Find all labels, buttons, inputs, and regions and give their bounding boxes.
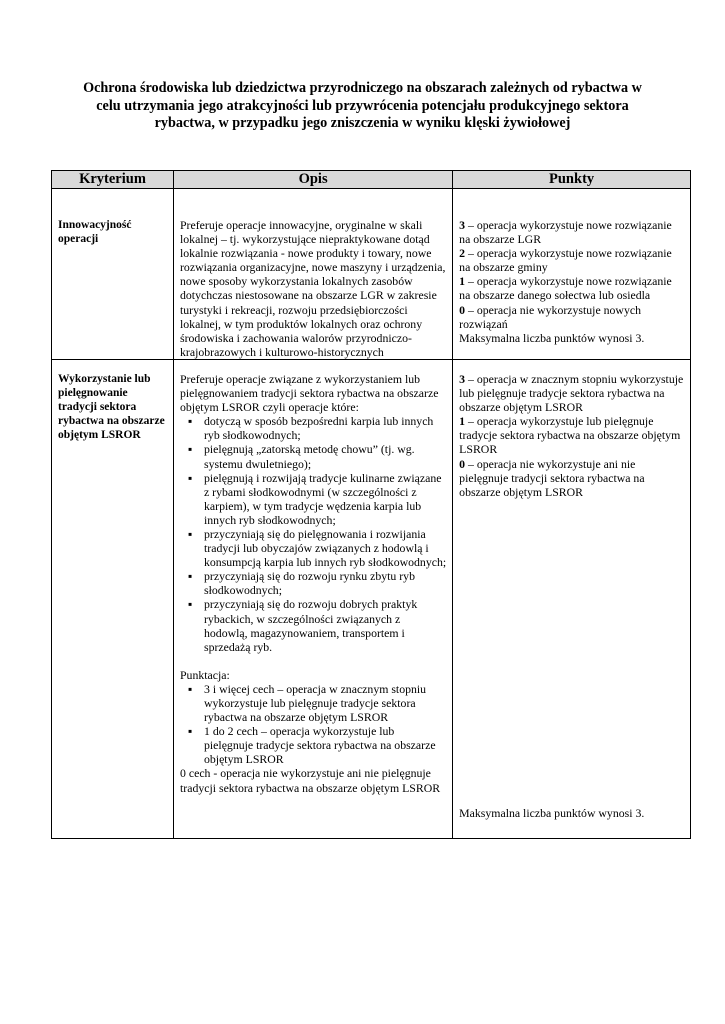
list-item: ▪ 1 do 2 cech – operacja wykorzystuje lub pielęgnuje tradycje sektora rybactwa na obszarze objętym LSROR xyxy=(204,724,446,766)
points-cell xyxy=(453,359,691,838)
points-item: 3 – operacja wykorzystuje nowe rozwiązanie na obszarze LGR xyxy=(459,218,672,247)
criterion-name: Innowacyjność operacji xyxy=(58,219,132,246)
list-item: ▪ przyczyniają się do pielęgnowania i rozwijania tradycji lub obyczajów związanych z hodowlą i konsumpcją karpia lub innych ryb słodkowodnych; xyxy=(204,527,446,569)
header-kryterium: Kryterium xyxy=(52,171,174,189)
description-cell xyxy=(174,359,453,838)
criteria-table xyxy=(51,170,691,839)
list-item: ▪ dotyczą w sposób bezpośredni karpia lub innych ryb słodkowodnych; xyxy=(204,414,446,442)
max-points-text: Maksymalna liczba punktów wynosi 3. xyxy=(459,331,645,345)
points-item: 0 – operacja nie wykorzystuje nowych rozwiązań xyxy=(459,302,641,331)
table-header-row xyxy=(52,171,691,189)
list-item: ▪ pielęgnują i rozwijają tradycje kulinarne związane z rybami słodkowodnymi (w szczególności z karpiem), w tym tradycje wędzenia karpia lub innych ryb słodkowodnych; xyxy=(204,471,446,527)
description-intro: Preferuje operacje związane z wykorzystaniem lub pielęgnowaniem tradycji sektora rybactwa na obszarze objętym LSROR czyli operacje które: xyxy=(180,371,439,415)
scoring-list xyxy=(180,682,446,767)
table-row xyxy=(52,359,691,838)
list-item: ▪ pielęgnują „zatorską metodę chowu” (tj. wg. systemu dwuletniego); xyxy=(204,442,446,470)
feature-list xyxy=(180,414,446,654)
list-item: ▪ przyczyniają się do rozwoju dobrych praktyk rybackich, w szczególności związanych z hodowlą, magazynowaniem, transportem i sprzedażą ryb. xyxy=(204,597,446,653)
points-item: 0 – operacja nie wykorzystuje ani nie pielęgnuje tradycji sektora rybactwa na obszarze objętym LSROR xyxy=(459,456,645,499)
table-row xyxy=(52,189,691,360)
criterion-cell xyxy=(52,189,174,360)
document-title: Ochrona środowiska lub dziedzictwa przyrodniczego na obszarach zależnych od rybactwa w celu utrzymania jego atrakcyjności lub przywrócenia potencjału produkcyjnego sektora rybactwa, w przypadku jego zniszczenia w wyniku klęski żywiołowej xyxy=(83,80,642,132)
header-punkty: Punkty xyxy=(453,171,691,189)
points-item: 3 – operacja w znacznym stopniu wykorzystuje lub pielęgnuje tradycje sektora rybactwa na obszarze objętym LSROR xyxy=(459,371,684,415)
points-cell xyxy=(453,189,691,360)
list-item: ▪ przyczyniają się do rozwoju rynku zbytu ryb słodkowodnych; xyxy=(204,569,446,597)
points-item: 2 – operacja wykorzystuje nowe rozwiązanie na obszarze gminy xyxy=(459,246,672,275)
criterion-cell xyxy=(52,359,174,838)
points-item: 1 – operacja wykorzystuje lub pielęgnuje tradycje sektora rybactwa na obszarze objętym LSROR xyxy=(459,414,681,457)
header-opis: Opis xyxy=(174,171,453,189)
list-item: ▪ 3 i więcej cech – operacja w znacznym stopniu wykorzystuje lub pielęgnuje tradycje sektora rybactwa na obszarze objętym LSROR xyxy=(204,682,446,724)
description-text: Preferuje operacje innowacyjne, oryginalne w skali lokalnej – tj. wykorzystujące niepraktykowane dotąd lokalnie rozwiązania - nowe produkty i towary, nowe rozwiązania organizacyjne, nowe maszyny i urządzenia, nowe sposoby wykorzystania lokalnych zasobów dotychczas niestosowane na obszarze LGR w zakresie turystyki i rekreacji, rozwoju przedsiębiorczości lokalnej, w tym produktów lokalnych oraz ochrony środowiska i zachowania walorów przyrodniczo-krajobrazowych i kulturowo-historycznych xyxy=(180,218,446,359)
scoring-zero: 0 cech - operacja nie wykorzystuje ani nie pielęgnuje tradycji sektora rybactwa na obszarze objętym LSROR xyxy=(180,766,441,795)
scoring-label: Punktacja: xyxy=(180,667,230,682)
criterion-name: Wykorzystanie lub pielęgnowanie tradycji sektora rybactwa na obszarze objętym LSROR xyxy=(58,372,165,442)
max-points-text: Maksymalna liczba punktów wynosi 3. xyxy=(459,805,645,820)
description-cell xyxy=(174,189,453,360)
points-item: 1 – operacja wykorzystuje nowe rozwiązanie na obszarze danego sołectwa lub osiedla xyxy=(459,274,672,303)
